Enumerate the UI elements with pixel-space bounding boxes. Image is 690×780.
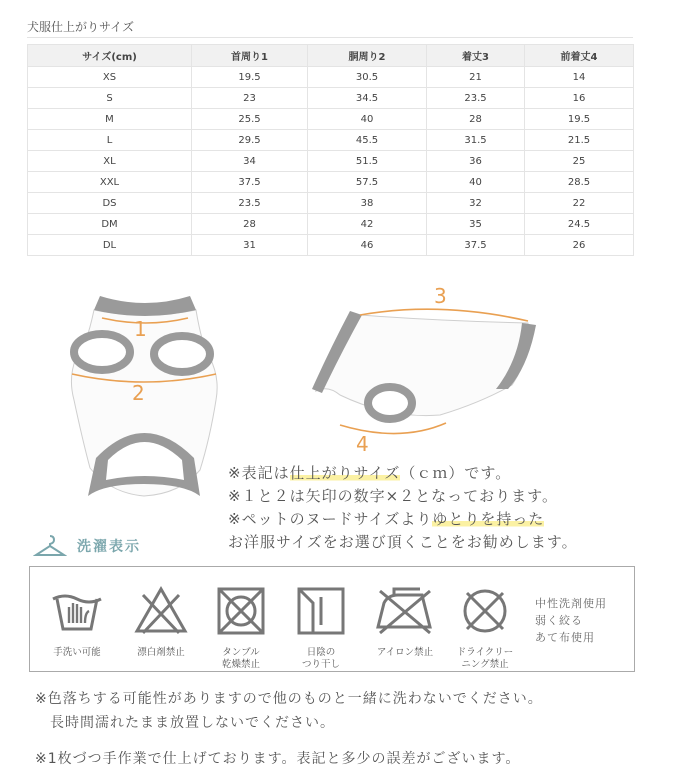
table-cell: 25 (525, 151, 634, 172)
table-cell: 37.5 (427, 235, 525, 256)
care-symbols-box (29, 566, 635, 672)
table-cell: 45.5 (308, 130, 427, 151)
table-cell: 36 (427, 151, 525, 172)
table-cell: 30.5 (308, 67, 427, 88)
table-cell: XL (28, 151, 192, 172)
table-cell: 46 (308, 235, 427, 256)
table-cell: 28.5 (525, 172, 634, 193)
footnote-1: ※色落ちする可能性がありますので他のものと一緒に洗わないでください。 (35, 691, 543, 707)
note-line-1 (228, 462, 578, 485)
table-cell: 28 (192, 214, 308, 235)
measure-label-3: 3 (434, 285, 447, 308)
table-cell: 28 (427, 109, 525, 130)
note-3-highlight: ゆとりを持った (432, 510, 545, 528)
measure-label-4: 4 (356, 432, 369, 455)
footnote-3: ※1枚づつ手作業で仕上げております。表記と多少の誤差がございます。 (35, 751, 521, 767)
table-row (28, 88, 634, 109)
table-cell: 57.5 (308, 172, 427, 193)
care-label-no-bleach: 漂白剤禁止 (137, 647, 185, 658)
header-size: サイズ(cm) (28, 45, 192, 67)
table-cell: L (28, 130, 192, 151)
note-line-4: お洋服サイズをお選び頂くことをお勧めします。 (228, 533, 578, 551)
side-armhole (368, 387, 412, 419)
table-cell: 26 (525, 235, 634, 256)
table-cell: 51.5 (308, 151, 427, 172)
care-label-no-iron: アイロン禁止 (376, 647, 434, 658)
table-row (28, 67, 634, 88)
right-armhole (154, 336, 210, 372)
table-row (28, 109, 634, 130)
table-row (28, 214, 634, 235)
table-cell: 22 (525, 193, 634, 214)
size-notes (228, 462, 578, 554)
washing-title: 洗濯表示 (77, 539, 141, 555)
table-cell: 19.5 (192, 67, 308, 88)
table-cell: 21 (427, 67, 525, 88)
table-cell: 34 (192, 151, 308, 172)
care-item-no-tumble-dry (204, 583, 278, 671)
table-row (28, 235, 634, 256)
no-tumble-dry-icon (213, 583, 269, 639)
table-cell: 29.5 (192, 130, 308, 151)
header-neck: 首周り1 (192, 45, 308, 67)
hand-wash-icon (49, 583, 105, 639)
table-cell: 35 (427, 214, 525, 235)
table-cell: S (28, 88, 192, 109)
table-row (28, 193, 634, 214)
care-instructions: 中性洗剤使用 弱く絞る あて布使用 (535, 597, 607, 644)
care-label-shade-line-dry: 日陰の つり干し (301, 647, 340, 670)
table-cell: DM (28, 214, 192, 235)
table-cell: 14 (525, 67, 634, 88)
table-cell: 23 (192, 88, 308, 109)
side-view-diagram (300, 285, 560, 455)
table-cell: XS (28, 67, 192, 88)
note-line-2: ※１と２は矢印の数字×２となっております。 (228, 487, 558, 505)
shade-line-dry-icon (293, 583, 349, 639)
note-3-prefix: ※ペットのヌードサイズより (228, 510, 433, 528)
table-cell: 25.5 (192, 109, 308, 130)
table-row (28, 151, 634, 172)
table-cell: 16 (525, 88, 634, 109)
note-1-prefix: ※表記は (228, 464, 290, 482)
hanger-icon (33, 533, 67, 559)
table-cell: DS (28, 193, 192, 214)
table-cell: 38 (308, 193, 427, 214)
table-cell: 31.5 (427, 130, 525, 151)
care-item-no-bleach (124, 583, 198, 659)
table-cell: 37.5 (192, 172, 308, 193)
table-cell: 42 (308, 214, 427, 235)
care-item-no-dry-clean (448, 583, 522, 671)
table-row (28, 130, 634, 151)
washing-header (33, 530, 141, 562)
table-row (28, 172, 634, 193)
care-item-no-iron (368, 583, 442, 659)
table-cell: 23.5 (192, 193, 308, 214)
collar-trim (94, 296, 196, 316)
table-cell: DL (28, 235, 192, 256)
header-front-length: 前着丈4 (525, 45, 634, 67)
table-cell: 40 (308, 109, 427, 130)
table-cell: 34.5 (308, 88, 427, 109)
no-bleach-icon (133, 583, 189, 639)
size-table (27, 44, 634, 256)
table-cell: 19.5 (525, 109, 634, 130)
table-cell: M (28, 109, 192, 130)
care-label-no-dry-clean: ドライクリー ニング禁止 (456, 647, 514, 670)
size-table-header-row (28, 45, 634, 67)
back-view-diagram (60, 288, 230, 513)
note-1-suffix: （ｃｍ）です。 (400, 464, 512, 482)
table-cell: 31 (192, 235, 308, 256)
footnote-2: 長時間濡れたまま放置しないでください。 (50, 715, 335, 731)
care-item-shade-line-dry (284, 583, 358, 671)
left-armhole (74, 334, 130, 370)
note-1-highlight: 仕上がりサイズ (289, 464, 401, 482)
table-cell: 32 (427, 193, 525, 214)
no-iron-icon (372, 583, 438, 639)
header-length: 着丈3 (427, 45, 525, 67)
table-cell: XXL (28, 172, 192, 193)
care-label-no-tumble-dry: タンブル 乾燥禁止 (221, 647, 260, 670)
care-item-hand-wash (40, 583, 114, 659)
measure-label-2: 2 (132, 381, 145, 405)
table-cell: 24.5 (525, 214, 634, 235)
table-cell: 40 (427, 172, 525, 193)
care-label-hand-wash: 手洗い可能 (53, 647, 101, 658)
size-chart-title: 犬服仕上がりサイズ (27, 20, 135, 34)
no-dry-clean-icon (457, 583, 513, 639)
header-chest: 胴周り2 (308, 45, 427, 67)
title-divider (27, 37, 633, 38)
measure-label-1: 1 (134, 317, 147, 341)
note-line-3 (228, 508, 578, 531)
table-cell: 23.5 (427, 88, 525, 109)
table-cell: 21.5 (525, 130, 634, 151)
